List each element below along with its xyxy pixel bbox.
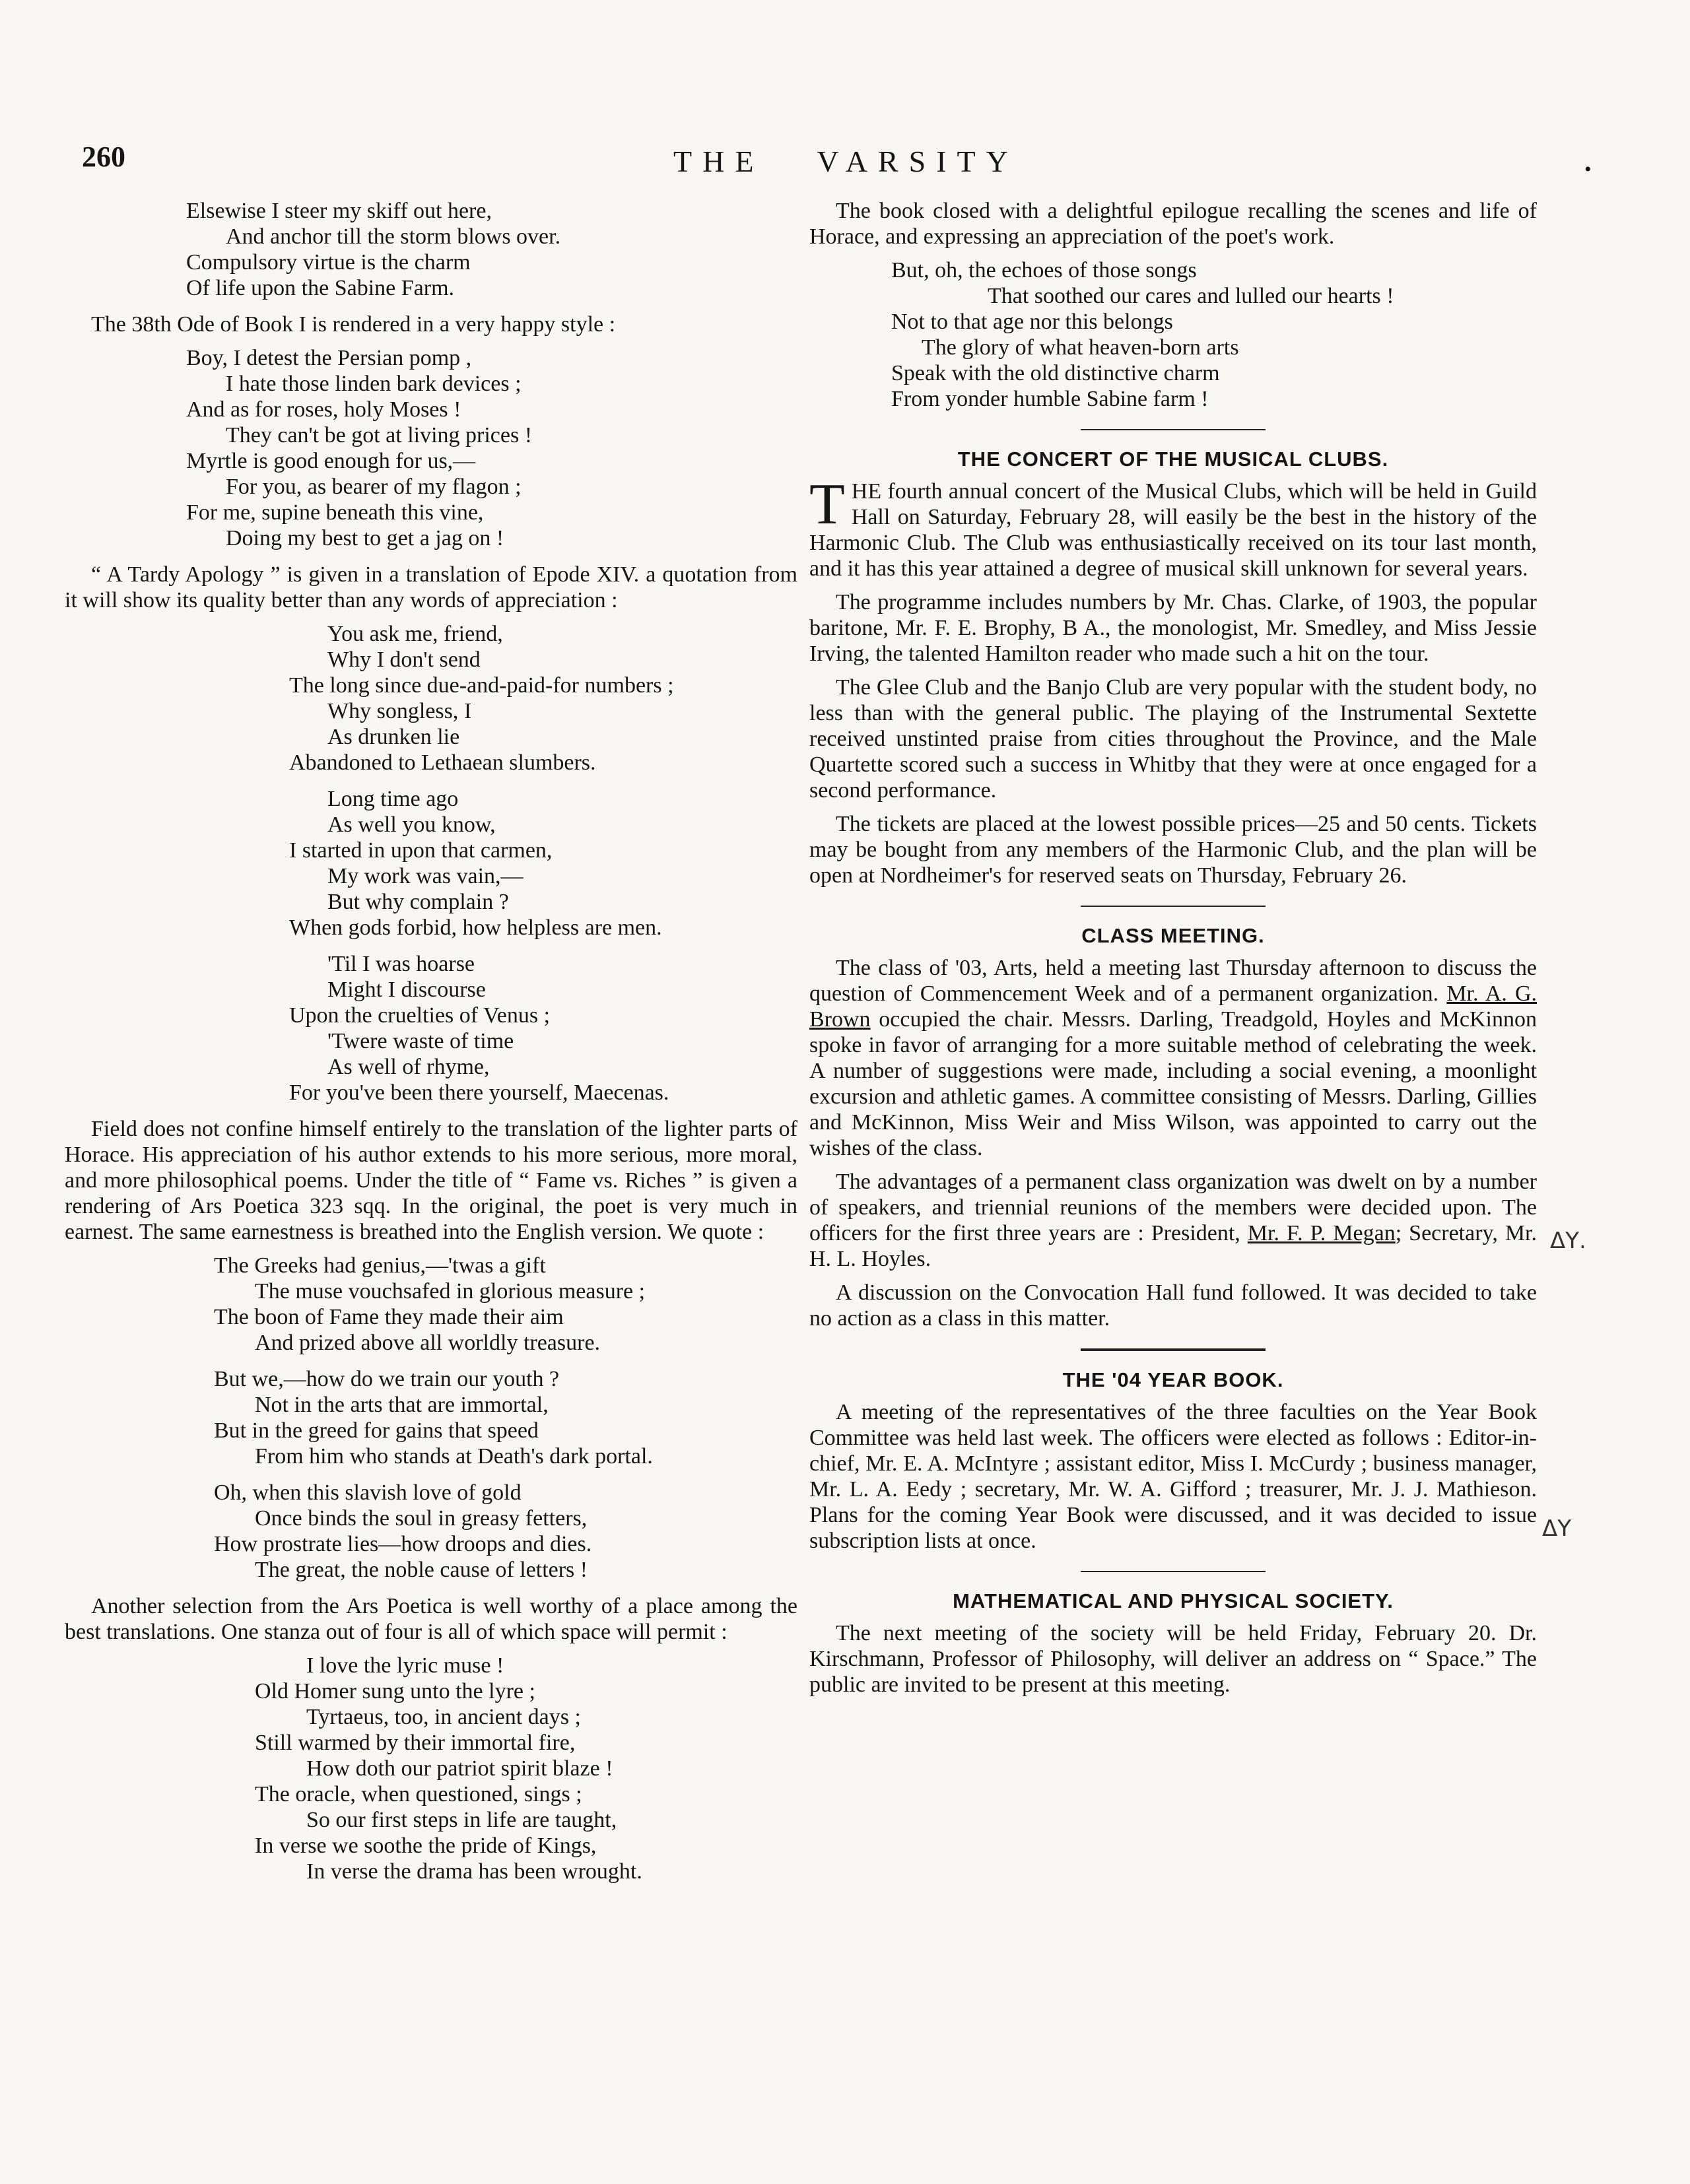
- handwritten-margin-note: ΔΥ.: [1550, 1228, 1586, 1254]
- poem-line: But in the greed for gains that speed: [214, 1418, 539, 1443]
- paragraph-text: The advantages of a permanent class organization was dwelt on by a number of speakers, and triennial reunions of the members were decided upon. The officers for the first three years are : President,: [809, 1170, 1537, 1245]
- field-paragraph: Field does not confine himself entirely to the translation of the lighter parts of Horace. His appreciation of his author extends to his more serious, more moral, and more philosophical poems. Under the title of “ Fame vs. Riches ” is given a rendering of Ars Poetica 323 sqq. In the original, the poet is very much in earnest. The same earnestness is breathed into the English version. We quote :: [65, 1117, 797, 1244]
- poem-line: Speak with the old distinctive charm: [891, 361, 1220, 385]
- poem-line: Compulsory virtue is the charm: [186, 250, 471, 275]
- left-column: [65, 198, 797, 1895]
- poem-line: Still warmed by their immortal fire,: [255, 1731, 576, 1755]
- poem-line: The glory of what heaven-born arts: [922, 335, 1239, 360]
- poem-line: Elsewise I steer my skiff out here,: [186, 199, 492, 223]
- poem-line: Might I discourse: [327, 977, 486, 1002]
- poem-line: You ask me, friend,: [327, 622, 503, 646]
- poem-line: From yonder humble Sabine farm !: [891, 387, 1209, 411]
- poem-line: The great, the noble cause of letters !: [255, 1558, 588, 1582]
- section-divider: [1081, 429, 1266, 430]
- class-meeting-paragraph: A discussion on the Convocation Hall fund followed. It was decided to take no action as a class in this matter.: [809, 1280, 1537, 1331]
- poem-tardy-2: [65, 786, 797, 941]
- poem-line: And prized above all worldly treasure.: [255, 1331, 601, 1355]
- poem-greeks-2: [65, 1366, 797, 1469]
- poem-line: Long time ago: [327, 787, 459, 811]
- poem-line: Tyrtaeus, too, in ancient days ;: [306, 1705, 581, 1729]
- poem-line: When gods forbid, how helpless are men.: [289, 915, 662, 940]
- poem-line: In verse we soothe the pride of Kings,: [255, 1834, 597, 1858]
- poem-line: As well you know,: [327, 812, 496, 837]
- right-column: [809, 198, 1537, 1705]
- concert-text: HE fourth annual concert of the Musical Clubs, which will be held in Guild Hall on Saturday, February 28, will easily be the best in the history of the Harmonic Club. The Club was enthusiastically received on its tour last month, and it has this year attained a degree of musical skill unknown for several years.: [809, 479, 1537, 581]
- poem-line: Not to that age nor this belongs: [891, 310, 1173, 334]
- section-divider: [1081, 906, 1266, 907]
- section-heading: MATHEMATICAL AND PHYSICAL SOCIETY.: [953, 1589, 1394, 1612]
- poem-line: How prostrate lies—how droops and dies.: [214, 1532, 592, 1556]
- poem-epilogue: [809, 257, 1537, 412]
- section-heading: THE '04 YEAR BOOK.: [1062, 1368, 1284, 1391]
- epilogue-paragraph: The book closed with a delightful epilogue recalling the scenes and life of Horace, and expressing an appreciation of the poet's work.: [809, 199, 1537, 249]
- poem-line: But why complain ?: [327, 890, 509, 914]
- poem-line: As drunken lie: [327, 725, 460, 749]
- poem-line: For you've been there yourself, Maecenas.: [289, 1080, 669, 1105]
- section-divider: [1081, 1571, 1266, 1572]
- section-heading: CLASS MEETING.: [1081, 924, 1265, 947]
- masthead-word-the: THE: [673, 145, 764, 178]
- concert-paragraph: The tickets are placed at the lowest possible prices—25 and 50 cents. Tickets may be bought from any members of the Harmonic Club, and the plan will be open at Nordheimer's for reserved seats on Thursday, February 26.: [809, 812, 1537, 888]
- class-meeting-paragraph: [809, 1169, 1537, 1272]
- poem-line: Once binds the soul in greasy fetters,: [255, 1506, 588, 1531]
- poem-line: For you, as bearer of my flagon ;: [226, 475, 522, 499]
- page-number: 260: [82, 141, 125, 173]
- masthead-word-varsity: VARSITY: [817, 145, 1019, 178]
- poem-line: Not in the arts that are immortal,: [255, 1393, 549, 1417]
- poem-ode38: [65, 345, 797, 551]
- poem-line: Old Homer sung unto the lyre ;: [255, 1679, 535, 1704]
- poem-line: I started in upon that carmen,: [289, 838, 553, 863]
- poem-line: Of life upon the Sabine Farm.: [186, 276, 455, 300]
- masthead: [673, 144, 1019, 179]
- paragraph-text: The class of '03, Arts, held a meeting last Thursday afternoon to discuss the question of Commencement Week and of a permanent organization.: [809, 956, 1537, 1006]
- poem-tardy-1: [65, 621, 797, 776]
- poem-line: The boon of Fame they made their aim: [214, 1305, 564, 1329]
- tardy-apology-intro: “ A Tardy Apology ” is given in a translation of Epode XIV. a quotation from it will show its quality better than any words of appreciation :: [65, 562, 797, 612]
- poem-line: I hate those linden bark devices ;: [226, 372, 522, 396]
- poem-line: I love the lyric muse !: [306, 1653, 504, 1678]
- poem-line: 'Til I was hoarse: [327, 952, 475, 976]
- year-book-paragraph: A meeting of the representatives of the three faculties on the Year Book Committee was held last week. The officers were elected as follows : Editor-in-chief, Mr. E. A. McIntyre ; assistant editor, Miss I. McCurdy ; business manager, Mr. L. A. Eedy ; secretary, Mr. W. A. Gifford ; treasurer, Mr. J. J. Mathieson. Plans for the coming Year Book were discussed, and it was decided to issue subscription lists at once.: [809, 1400, 1537, 1553]
- another-selection-paragraph: Another selection from the Ars Poetica is well worthy of a place among the best translations. One stanza out of four is all of which space will permit :: [65, 1594, 797, 1644]
- poem-greeks-1: [65, 1253, 797, 1356]
- paragraph-text: occupied the chair. Messrs. Darling, Treadgold, Hoyles and McKinnon spoke in favor of arranging for a more suitable method of celebrating the week. A number of suggestions were made, including a social evening, a moonlight excursion and athletic games. A committee consisting of Messrs. Darling, Gillies and McKinnon, Miss Weir and Miss Wilson, was appointed to carry out the wishes of the class.: [809, 1007, 1537, 1160]
- underlined-name: Mr. A. G. Brown: [809, 981, 1538, 1032]
- drop-cap: T: [809, 473, 845, 537]
- poem-line: Why songless, I: [327, 699, 472, 723]
- poem-line: But, oh, the echoes of those songs: [891, 258, 1197, 282]
- poem-line: 'Twere waste of time: [327, 1029, 514, 1053]
- poem-line: Abandoned to Lethaean slumbers.: [289, 750, 596, 775]
- poem-line: For me, supine beneath this vine,: [186, 500, 484, 525]
- concert-paragraph: The programme includes numbers by Mr. Chas. Clarke, of 1903, the popular baritone, Mr. F. E. Brophy, B A., the monologist, Mr. Smedley, and Miss Jessie Irving, the talented Hamilton reader who made such a hit on the tour.: [809, 590, 1537, 666]
- poem-stanza: [65, 198, 797, 301]
- intro-ode38: The 38th Ode of Book I is rendered in a very happy style :: [91, 312, 616, 337]
- poem-line: They can't be got at living prices !: [226, 423, 533, 447]
- poem-line: Upon the cruelties of Venus ;: [289, 1003, 551, 1028]
- poem-line: How doth our patriot spirit blaze !: [306, 1756, 613, 1781]
- section-divider: [1081, 1348, 1266, 1351]
- poem-line: From him who stands at Death's dark portal.: [255, 1444, 653, 1469]
- poem-line: The long since due-and-paid-for numbers ;: [289, 673, 674, 698]
- poem-line: So our first steps in life are taught,: [306, 1808, 617, 1832]
- poem-line: But we,—how do we train our youth ?: [214, 1367, 560, 1391]
- poem-greeks-3: [65, 1480, 797, 1583]
- poem-line: The muse vouchsafed in glorious measure ;: [255, 1279, 646, 1304]
- poem-line: As well of rhyme,: [327, 1055, 490, 1079]
- poem-line: Boy, I detest the Persian pomp ,: [186, 346, 472, 370]
- decorative-dot: •: [1584, 158, 1592, 180]
- paragraph-text: ; Secretary, Mr. H. L. Hoyles.: [809, 1221, 1538, 1271]
- concert-paragraph: [809, 473, 1537, 581]
- poem-line: That soothed our cares and lulled our hearts !: [988, 284, 1394, 308]
- section-heading: THE CONCERT OF THE MUSICAL CLUBS.: [957, 447, 1389, 471]
- concert-paragraph: The Glee Club and the Banjo Club are very popular with the student body, no less than with the general public. The playing of the Instrumental Sextette received unstinted praise from cities throughout the Province, and the Male Quartette scored such a success in Whitby that they were at once engaged for a second performance.: [809, 675, 1537, 803]
- poem-line: Doing my best to get a jag on !: [226, 526, 504, 550]
- poem-line: Why I don't send: [327, 647, 481, 672]
- class-meeting-paragraph: [809, 955, 1537, 1161]
- poem-lyric: [65, 1653, 797, 1884]
- poem-line: Oh, when this slavish love of gold: [214, 1480, 522, 1505]
- poem-line: The Greeks had genius,—'twas a gift: [214, 1253, 546, 1278]
- underlined-name: Mr. F. P. Megan: [1247, 1221, 1396, 1245]
- poem-tardy-3: [65, 951, 797, 1106]
- poem-line: My work was vain,—: [327, 864, 524, 888]
- poem-line: The oracle, when questioned, sings ;: [255, 1782, 582, 1806]
- math-society-paragraph: The next meeting of the society will be held Friday, February 20. Dr. Kirschmann, Professor of Philosophy, will deliver an address on “ Space.” The public are invited to be present at this meeting.: [809, 1621, 1537, 1697]
- handwritten-margin-note: ΔΥ: [1542, 1515, 1572, 1542]
- poem-line: And as for roses, holy Moses !: [186, 397, 461, 422]
- poem-line: Myrtle is good enough for us,—: [186, 449, 476, 473]
- poem-line: In verse the drama has been wrought.: [306, 1859, 642, 1884]
- poem-line: And anchor till the storm blows over.: [226, 224, 561, 249]
